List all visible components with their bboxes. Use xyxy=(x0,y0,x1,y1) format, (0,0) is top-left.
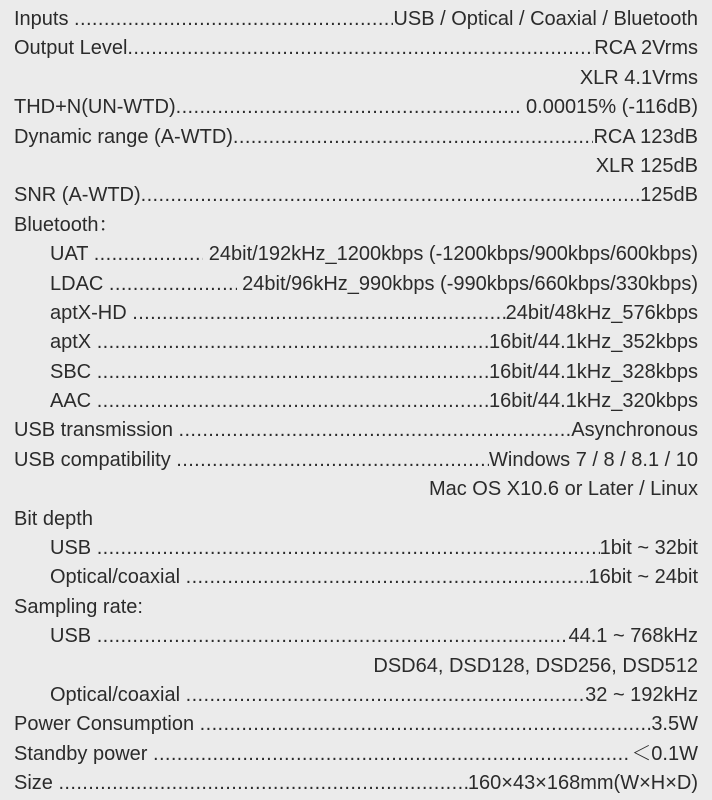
spec-label: Output Level xyxy=(14,37,128,60)
spec-continuation-row xyxy=(14,475,698,504)
spec-label: SBC xyxy=(50,360,97,383)
spec-value: XLR 4.1Vrms xyxy=(579,66,698,89)
spec-value: USB / Optical / Coaxial / Bluetooth xyxy=(393,8,698,30)
dot-leader xyxy=(97,328,489,357)
dot-leader xyxy=(127,34,594,63)
spec-label: Size xyxy=(14,772,59,795)
spec-value: ＜0.1W xyxy=(631,742,698,765)
spec-label: Optical/coaxial xyxy=(50,566,186,589)
spec-row xyxy=(14,416,698,445)
dot-leader xyxy=(233,123,594,152)
spec-label: USB compatibility xyxy=(14,448,177,471)
spec-row xyxy=(14,769,698,798)
spec-value: 16bit/44.1kHz_328kbps xyxy=(488,360,698,383)
spec-value: 3.5W xyxy=(651,713,698,736)
spec-value: 125dB xyxy=(640,184,698,207)
spec-row xyxy=(14,446,698,475)
spec-value: Mac OS X10.6 or Later / Linux xyxy=(428,478,698,501)
spec-row xyxy=(14,270,698,299)
spec-value: 24bit/48kHz_576kbps xyxy=(505,301,698,324)
section-heading: Sampling rate: xyxy=(14,595,143,618)
spec-row xyxy=(14,123,698,152)
dot-leader xyxy=(200,710,652,739)
dot-leader xyxy=(186,563,589,592)
dot-leader xyxy=(58,769,467,798)
spec-label: THD+N(UN-WTD) xyxy=(14,96,176,119)
dot-leader xyxy=(141,181,641,210)
dot-leader xyxy=(94,240,204,269)
spec-label: aptX-HD xyxy=(50,301,133,324)
spec-value: 32 ~ 192kHz xyxy=(585,683,698,706)
spec-label: UAT xyxy=(50,243,94,266)
spec-label: Inputs xyxy=(14,8,75,30)
spec-label: Dynamic range (A-WTD) xyxy=(14,125,233,148)
spec-label: USB transmission xyxy=(14,419,179,442)
dot-leader xyxy=(186,681,586,710)
spec-value: 16bit/44.1kHz_320kbps xyxy=(488,390,698,413)
spec-row xyxy=(14,534,698,563)
spec-row xyxy=(14,240,698,269)
spec-row xyxy=(14,299,698,328)
spec-label: SNR (A-WTD) xyxy=(14,184,141,207)
spec-row xyxy=(14,710,698,739)
section-heading: Bit depth xyxy=(14,507,93,530)
spec-row xyxy=(14,93,698,122)
spec-value: Windows 7 / 8 / 8.1 / 10 xyxy=(489,448,698,471)
spec-label: USB xyxy=(50,537,97,560)
dot-leader xyxy=(97,358,489,387)
spec-row xyxy=(14,358,698,387)
spec-value: DSD64, DSD128, DSD256, DSD512 xyxy=(373,654,698,677)
spec-row xyxy=(14,34,698,63)
spec-row xyxy=(14,328,698,357)
spec-label: USB xyxy=(50,625,97,648)
spec-row xyxy=(14,181,698,210)
spec-value: RCA 123dB xyxy=(593,125,698,148)
dot-leader xyxy=(179,416,572,445)
dot-leader xyxy=(74,5,393,34)
section-heading-row xyxy=(14,211,698,240)
dot-leader xyxy=(97,387,489,416)
spec-continuation-row xyxy=(14,152,698,181)
dot-leader xyxy=(132,299,505,328)
spec-value: 44.1 ~ 768kHz xyxy=(568,625,698,648)
spec-value: 24bit/192kHz_1200kbps (-1200kbps/900kbps/600kbps) xyxy=(203,243,698,266)
spec-continuation-row xyxy=(14,64,698,93)
section-heading-row xyxy=(14,505,698,534)
spec-label: LDAC xyxy=(50,272,109,295)
dot-leader xyxy=(97,534,600,563)
dot-leader xyxy=(153,740,631,769)
spec-row xyxy=(14,5,698,34)
spec-continuation-row xyxy=(14,652,698,681)
dot-leader xyxy=(176,446,489,475)
spec-value: 16bit ~ 24bit xyxy=(588,566,698,589)
spec-value: XLR 125dB xyxy=(595,154,698,177)
spec-label: aptX xyxy=(50,331,97,354)
section-heading-row xyxy=(14,593,698,622)
dot-leader xyxy=(109,270,237,299)
spec-label: Standby power xyxy=(14,742,153,765)
dot-leader xyxy=(176,93,521,122)
spec-row xyxy=(14,563,698,592)
spec-value: 160×43×168mm(W×H×D) xyxy=(467,772,698,795)
spec-value: 1bit ~ 32bit xyxy=(599,537,698,560)
spec-value: Asynchronous xyxy=(571,419,698,442)
spec-value: 0.00015% (-116dB) xyxy=(520,96,698,119)
spec-label: AAC xyxy=(50,390,97,413)
spec-label: Power Consumption xyxy=(14,713,200,736)
spec-value: 16bit/44.1kHz_352kbps xyxy=(488,331,698,354)
section-heading: Bluetooth： xyxy=(14,213,119,236)
spec-value: 24bit/96kHz_990kbps (-990kbps/660kbps/330kbps) xyxy=(236,272,698,295)
spec-value: RCA 2Vrms xyxy=(594,37,698,60)
spec-row xyxy=(14,387,698,416)
spec-label: Optical/coaxial xyxy=(50,683,186,706)
spec-row xyxy=(14,740,698,769)
spec-row xyxy=(14,681,698,710)
dot-leader xyxy=(97,622,569,651)
spec-row xyxy=(14,622,698,651)
